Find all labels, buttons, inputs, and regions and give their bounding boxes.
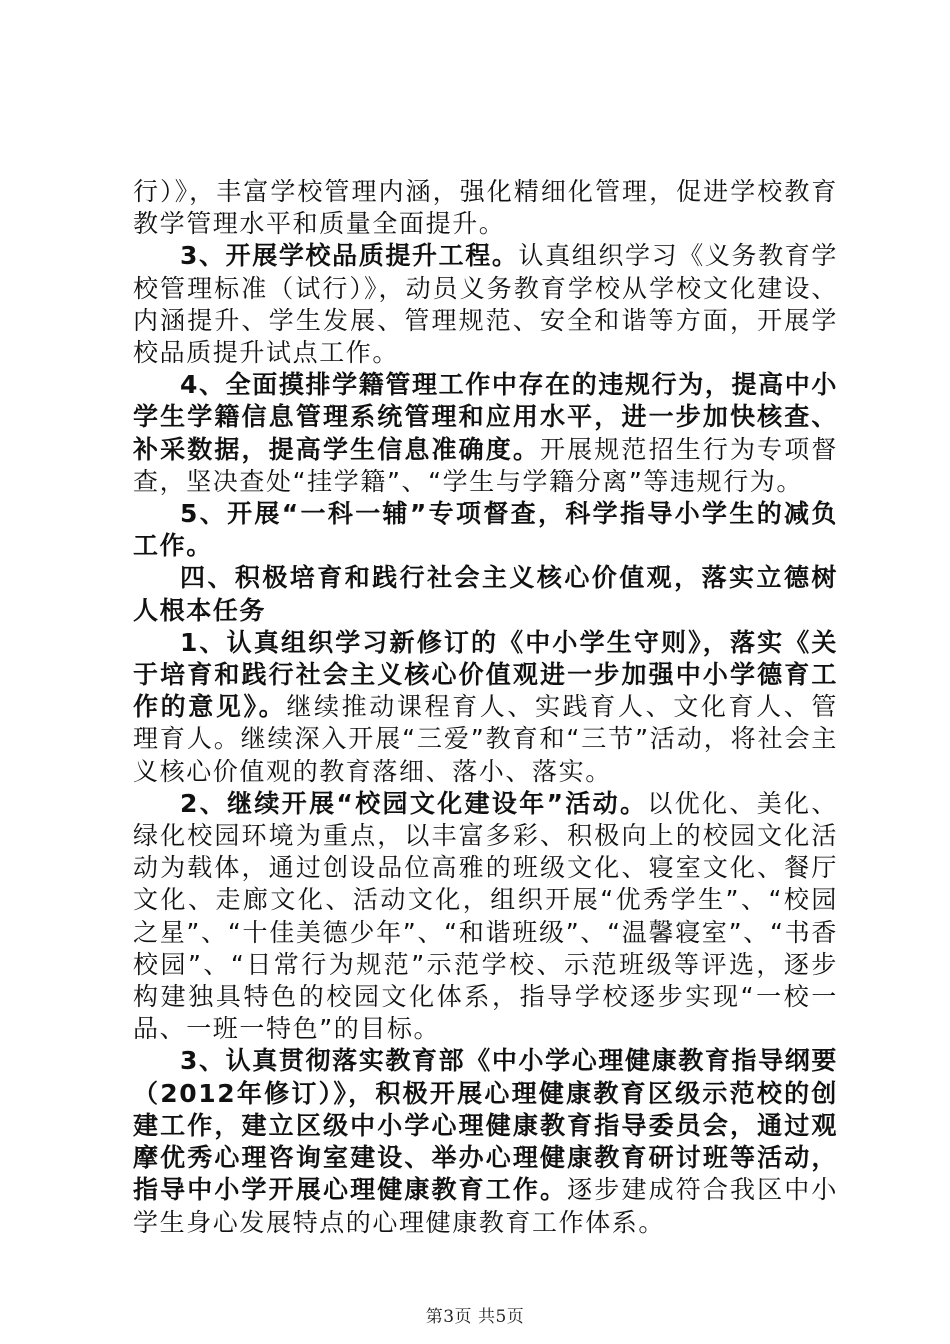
paragraph-heading: 4、全面摸排学籍管理工作中存在的违规行为，提高中小学生学籍信息管理系统管理和应用水平，进一步加快核查、补采数据，提高学生信息准确度。 [133, 370, 838, 464]
paragraph-heading: 3、开展学校品质提升工程。 [180, 241, 519, 271]
page-number-footer: 第3页 共5页 [425, 1307, 525, 1327]
section-heading: 四、积极培育和践行社会主义核心价值观，落实立德树人根本任务 [133, 563, 838, 625]
paragraph-enrollment-management [133, 369, 838, 498]
paragraph-heading: 1、认真组织学习新修订的《中小学生守则》，落实《关于培育和践行社会主义核心价值观进一步加强中小学德育工作的意见》。 [133, 627, 838, 722]
text-segment: 行）》，丰富学校管理内涵，强化精细化管理，促进学校教育教学管理水平和质量全面提升。 [133, 177, 838, 239]
paragraph-heading: 3、认真贯彻落实教育部《中小学心理健康教育指导纲要（2012年修订）》，积极开展心理健康教育区级示范校的创建工作，建立区级中小学心理健康教育指导委员会，通过观摩优秀心理咨询室建设、举办心理健康教育研讨班等活动，指导中小学开展心理健康教育工作。 [133, 1046, 838, 1205]
text-segment: 以优化、美化、绿化校园环境为重点，以丰富多彩、积极向上的校园文化活动为载体，通过创设品位高雅的班级文化、寝室文化、餐厅文化、走廊文化、活动文化，组织开展“优秀学生”、“校园之星”、“十佳美德少年”、“和谐班级”、“温馨寝室”、“书香校园”、“日常行为规范”示范学校、示范班级等评选，逐步构建独具特色的校园文化体系，指导学校逐步实现“一校一品、一班一特色”的目标。 [133, 788, 838, 1044]
paragraph-heading: 5、开展“一科一辅”专项督查，科学指导小学生的减负工作。 [133, 499, 838, 561]
text-segment: 认真组织学习《义务教育学校管理标准（试行）》，动员义务教育学校从学校文化建设、内涵提升、学生发展、管理规范、安全和谐等方面，开展学校品质提升试点工作。 [133, 241, 839, 368]
paragraph-mental-health [133, 1045, 838, 1238]
paragraph-quality-project [133, 240, 838, 369]
paragraph-campus-culture [133, 788, 838, 1046]
paragraph-student-code [133, 627, 838, 788]
paragraph-continuation [133, 176, 838, 240]
text-segment: 继续推动课程育人、实践育人、文化育人、管理育人。继续深入开展“三爱”教育和“三节”活动，将社会主义核心价值观的教育落细、落小、落实。 [133, 692, 838, 786]
text-segment: 逐步建成符合我区中小学生身心发展特点的心理健康教育工作体系。 [133, 1175, 838, 1237]
section-heading-core-values [133, 562, 838, 626]
text-segment: 开展规范招生行为专项督查，坚决查处“挂学籍”、“学生与学籍分离”等违规行为。 [133, 434, 838, 496]
document-body [133, 176, 838, 1239]
paragraph-heading: 2、继续开展“校园文化建设年”活动。 [180, 788, 648, 818]
paragraph-burden-reduction [133, 498, 838, 562]
